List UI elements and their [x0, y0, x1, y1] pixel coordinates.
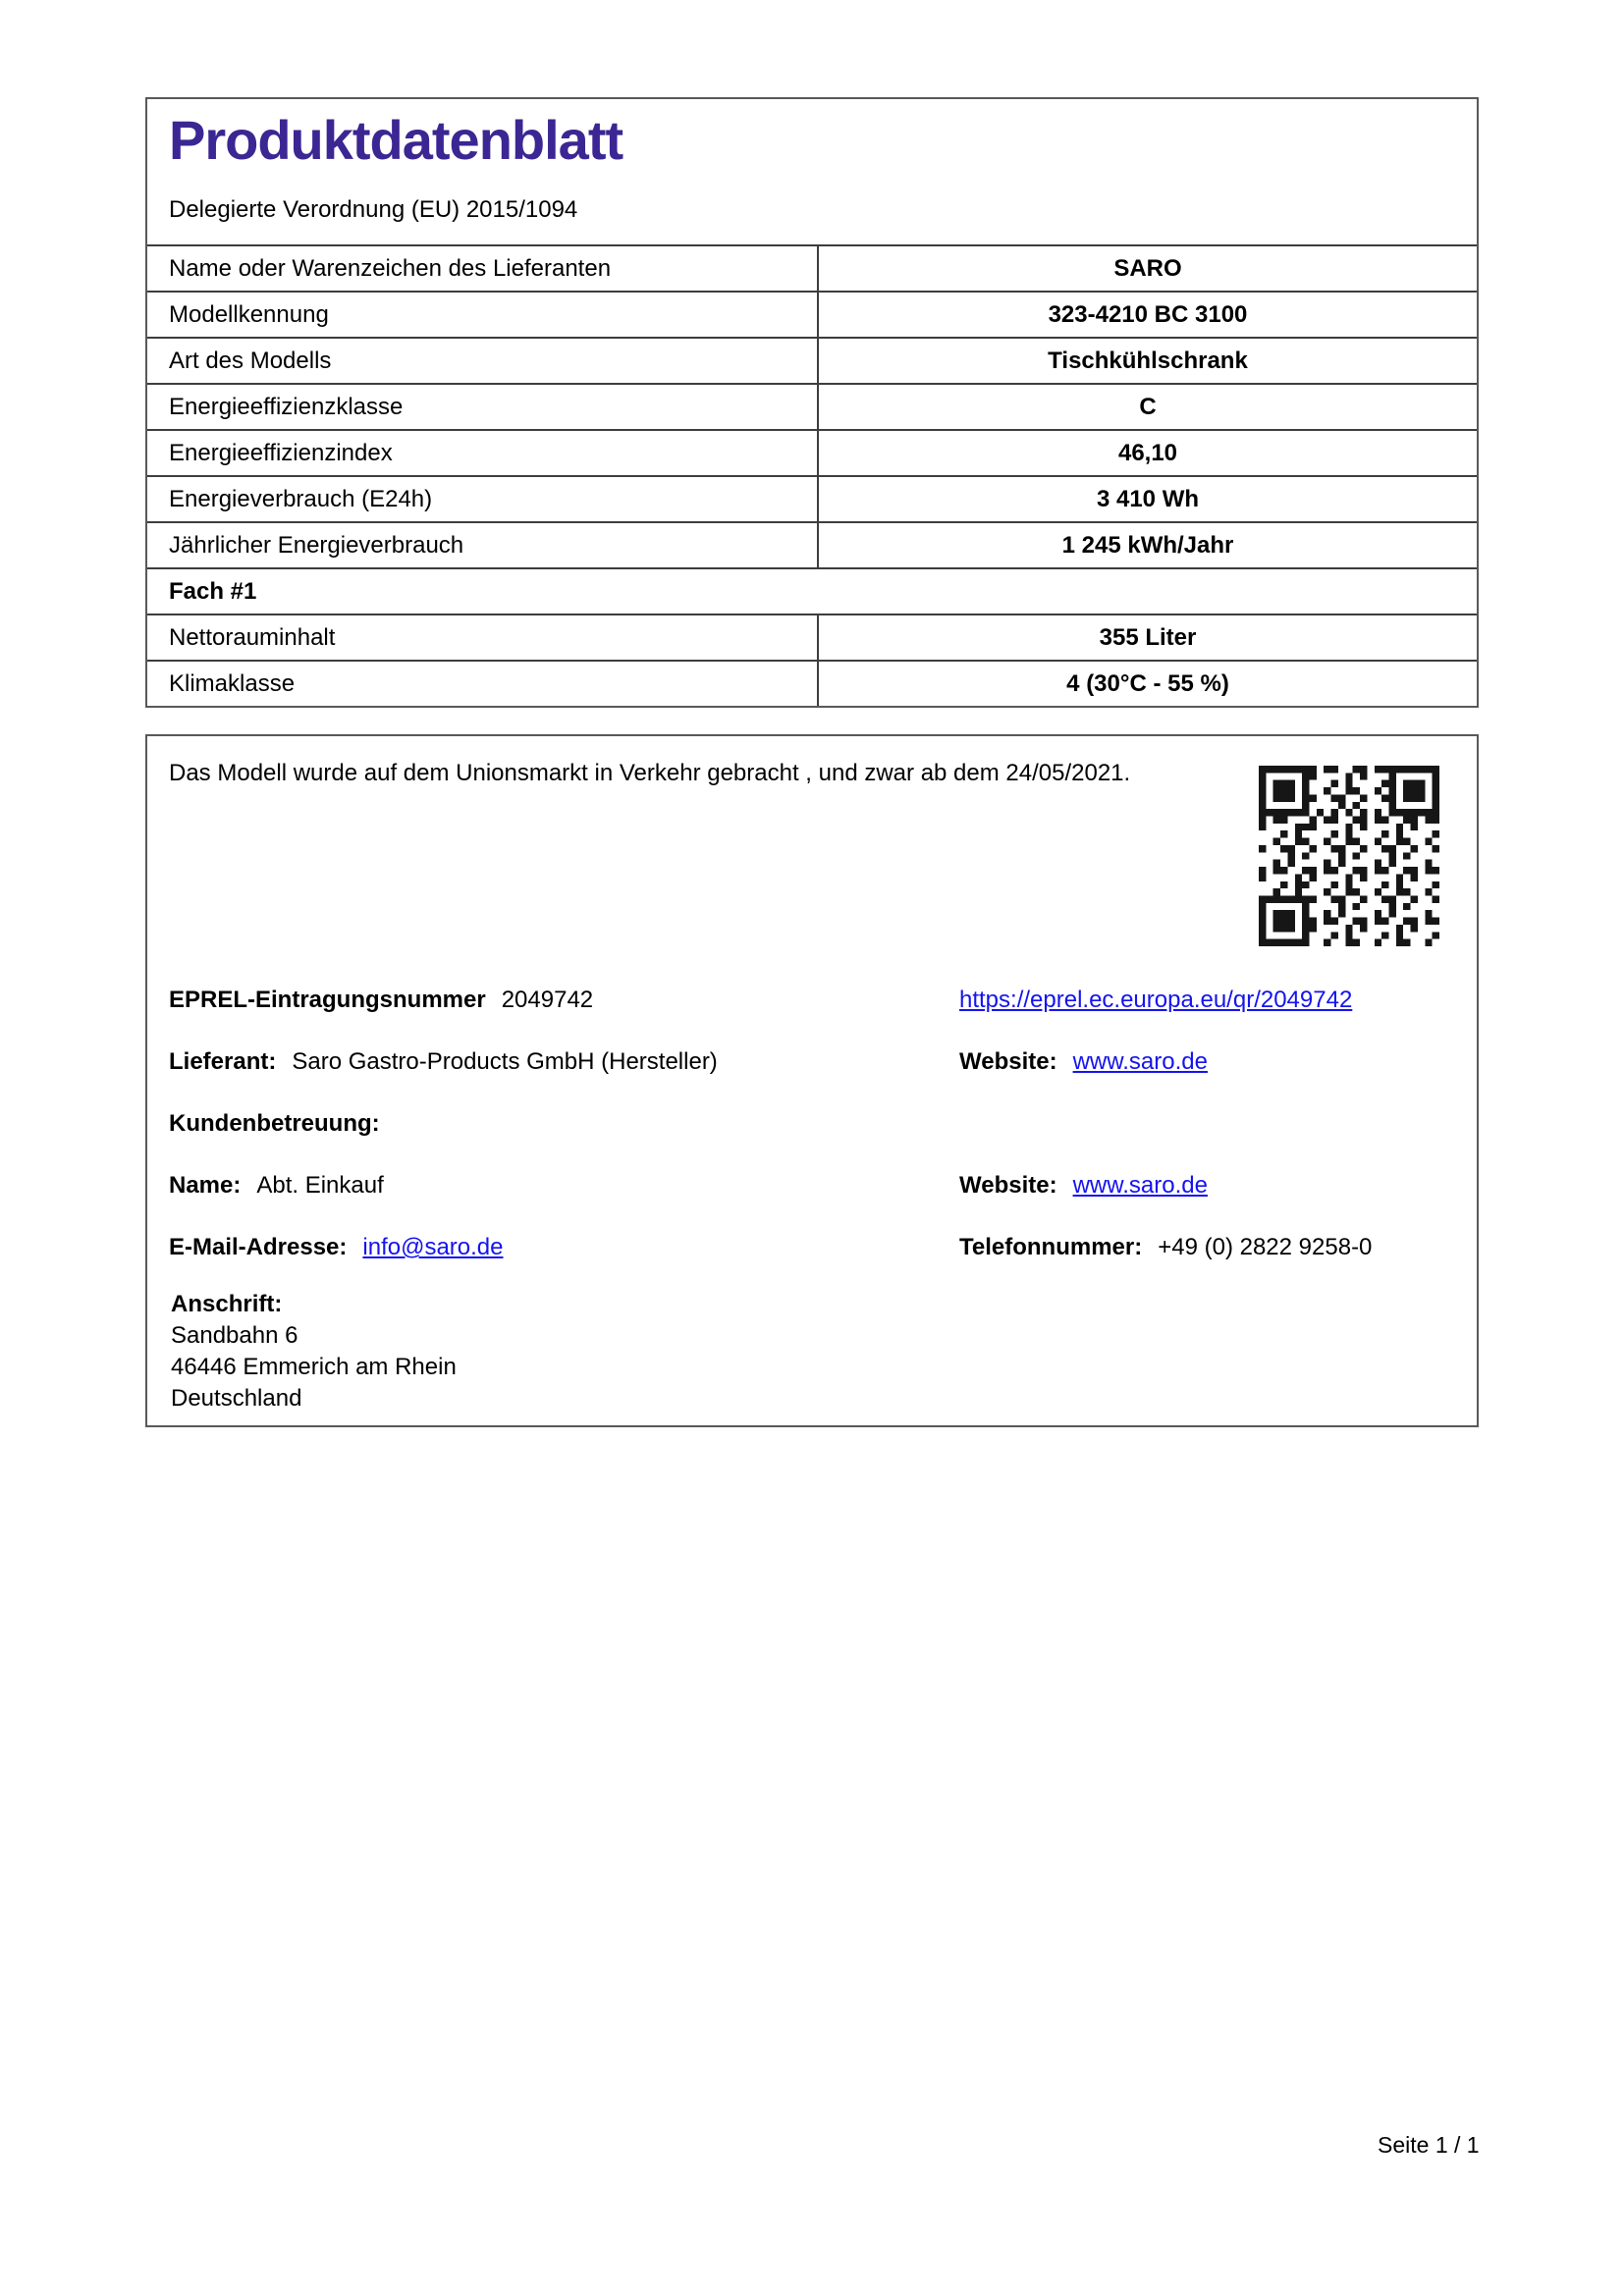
eprel-number-row	[169, 987, 593, 1014]
phone-value: +49 (0) 2822 9258-0	[1158, 1234, 1373, 1260]
contact-name-value: Abt. Einkauf	[256, 1172, 384, 1199]
phone-label: Telefonnummer:	[959, 1234, 1143, 1260]
table-row	[147, 429, 1477, 475]
table-row	[147, 244, 1477, 291]
row-label: Energieeffizienzklasse	[169, 393, 404, 420]
row-label: Energieeffizienzindex	[169, 439, 393, 466]
website-label-2: Website:	[959, 1172, 1057, 1199]
row-label: Name oder Warenzeichen des Lieferanten	[169, 254, 612, 282]
row-value: 355 Liter	[817, 615, 1477, 660]
table-row	[147, 291, 1477, 337]
address-line: Sandbahn 6	[171, 1322, 298, 1349]
table-row	[147, 521, 1477, 567]
row-value: 1 245 kWh/Jahr	[817, 523, 1477, 567]
row-label: Art des Modells	[169, 347, 332, 374]
product-datasheet-card	[145, 97, 1479, 708]
email-label: E-Mail-Adresse:	[169, 1234, 348, 1260]
page-number: Seite 1 / 1	[1378, 2132, 1480, 2158]
page-title: Produktdatenblatt	[169, 109, 623, 171]
row-value: C	[817, 385, 1477, 429]
eprel-label: EPREL-Eintragungsnummer	[169, 987, 486, 1013]
row-value: 323-4210 BC 3100	[817, 293, 1477, 337]
eprel-link[interactable]: https://eprel.ec.europa.eu/qr/2049742	[959, 987, 1353, 1013]
table-row	[147, 383, 1477, 429]
section-header-label: Fach #1	[169, 577, 257, 605]
row-label: Jährlicher Energieverbrauch	[169, 531, 464, 559]
customer-care-row	[169, 1110, 380, 1138]
row-label: Energieverbrauch (E24h)	[169, 485, 433, 512]
customer-care-label: Kundenbetreuung:	[169, 1110, 380, 1137]
eprel-link-row	[959, 987, 1352, 1014]
website-link[interactable]: www.saro.de	[1072, 1048, 1208, 1075]
row-value: 4 (30°C - 55 %)	[817, 662, 1477, 706]
regulation-subtitle: Delegierte Verordnung (EU) 2015/1094	[169, 196, 578, 223]
email-link[interactable]: info@saro.de	[362, 1234, 504, 1260]
website-label: Website:	[959, 1048, 1057, 1075]
eprel-number: 2049742	[501, 987, 594, 1013]
table-row	[147, 475, 1477, 521]
table-row	[147, 337, 1477, 383]
phone-row	[959, 1234, 1372, 1261]
table-row	[147, 660, 1477, 706]
table-section-header	[147, 567, 1477, 614]
email-row	[169, 1234, 504, 1261]
row-label: Nettorauminhalt	[169, 623, 336, 651]
row-value: 3 410 Wh	[817, 477, 1477, 521]
table-row	[147, 614, 1477, 660]
market-info-card	[145, 734, 1479, 1427]
qr-code	[1259, 766, 1439, 946]
row-label: Klimaklasse	[169, 669, 296, 697]
supplier-row	[169, 1048, 718, 1076]
contact-name-row	[169, 1172, 384, 1200]
spec-table	[147, 244, 1477, 706]
row-label: Modellkennung	[169, 300, 329, 328]
market-placement-sentence: Das Modell wurde auf dem Unionsmarkt in Verkehr gebracht , und zwar ab dem 24/05/2021.	[169, 760, 1131, 786]
address-line: 46446 Emmerich am Rhein	[171, 1354, 457, 1380]
website-row-2	[959, 1172, 1208, 1200]
supplier-label: Lieferant:	[169, 1048, 277, 1075]
row-value: Tischkühlschrank	[817, 339, 1477, 383]
website-link-2[interactable]: www.saro.de	[1072, 1172, 1208, 1199]
supplier-value: Saro Gastro-Products GmbH (Hersteller)	[292, 1048, 718, 1075]
row-value: SARO	[817, 246, 1477, 291]
address-line: Deutschland	[171, 1385, 302, 1412]
contact-name-label: Name:	[169, 1172, 242, 1199]
website-row	[959, 1048, 1208, 1076]
row-value: 46,10	[817, 431, 1477, 475]
address-label: Anschrift:	[171, 1291, 283, 1317]
